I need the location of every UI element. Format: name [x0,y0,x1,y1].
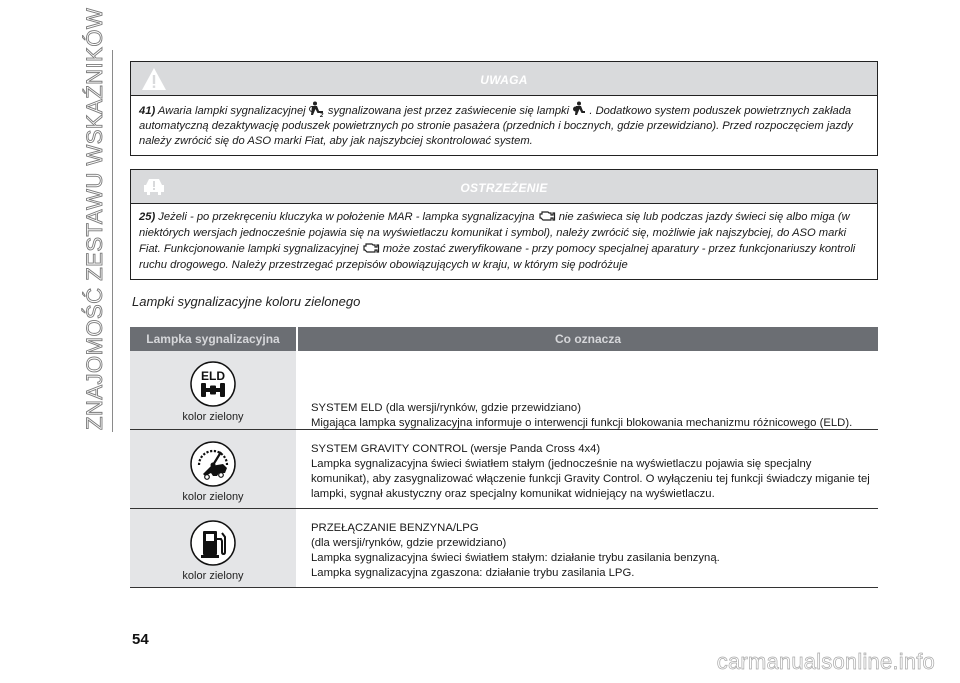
warning-box-text [131,204,877,279]
eld-icon-label: ELD [201,369,225,383]
meaning-line: Lampka sygnalizacyjna świeci światłem stałym: działanie trybu zasilania benzyną. [311,552,720,564]
airbag-icon [572,101,586,117]
indicator-cell [130,351,298,429]
meaning-cell [298,509,878,587]
indicator-color-label: kolor zielony [182,411,244,423]
meaning-cell [298,430,878,508]
airbag-warning-icon [309,101,325,117]
svg-text:2: 2 [319,113,324,117]
warning-box-uwaga [130,61,878,156]
engine-check-icon [538,209,556,223]
side-divider [112,50,113,432]
note-text: Jeżeli - po przekręceniu kluczyka w położenie MAR - lampka sygnalizacyjna [158,211,535,223]
table-header [130,327,878,351]
indicator-cell [130,509,298,587]
fuel-pump-icon [189,519,237,567]
meaning-line: (dla wersji/rynków, gdzie przewidziano) [311,537,507,549]
warning-box-header [131,170,877,204]
warning-box-title: OSTRZEŻENIE [460,181,548,195]
watermark: carmanualsonline.info [716,649,935,674]
note-text: Awaria lampki sygnalizacyjnej [157,105,306,117]
chapter-side-title: ZNAJOMOŚĆ ZESTAWU WSKAŹNIKÓW [82,7,107,430]
section-title: Lampki sygnalizacyjne koloru zielonego [132,294,361,309]
note-text: . Dodatkowo system poduszek powietrznych zakłada automatyczną dezaktywację poduszek powietrznych po stronie pasażera (przednich i bocznych, gdzie przewidziano). Przed rozpoczęciem jazdy należy zwrócić się do ASO marki Fiat, aby jak najszybciej skontrolować system. [139,105,853,147]
meaning-line: Lampka sygnalizacyjna świeci światłem stałym (jednocześnie na wyświetlaczu pojawia się specjalny komunikat), aby zasygnalizować włączenie funkcji Gravity Control. O wyłączeniu tej funkcji świadczy miganie tej lampki, sygnał akustyczny oraz specjalny komunikat widniejący na wyświetlaczu. [311,458,870,500]
indicator-color-label: kolor zielony [182,491,244,503]
note-number: 41) [139,105,156,117]
meaning-cell [298,351,878,429]
gravity-control-icon [189,440,237,488]
warning-box-title: UWAGA [480,73,528,87]
meaning-line: SYSTEM ELD (dla wersji/rynków, gdzie przewidziano) [311,402,581,414]
meaning-line: SYSTEM GRAVITY CONTROL (wersje Panda Cross 4x4) [311,443,601,455]
table-row [130,509,878,588]
meaning-line: PRZEŁĄCZANIE BENZYNA/LPG [311,522,479,534]
meaning-line: Lampka sygnalizacyjna zgaszona: działanie trybu zasilania LPG. [311,567,635,579]
indicator-color-label: kolor zielony [182,570,244,582]
page-number: 54 [132,631,149,648]
column-header-meaning: Co oznacza [554,332,621,346]
warning-box-ostrzezenie [130,169,878,280]
note-text: może zostać zweryfikowane - przy pomocy specjalnej aparatury - przez funkcjonariuszy kontroli ruchu drogowego. Należy przestrzegać przepisów obowiązujących w kraju, w którym się podróżuje [139,243,856,271]
warning-box-header [131,62,877,96]
table-row [130,351,878,430]
warning-box-text [131,96,877,155]
note-text: nie zaświeca się lub podczas jazdy świeci się albo miga (w niektórych wersjach jednocześnie pojawia się na wyświetlaczu komunikat i symbol), należy zwrócić się, możliwie jak najszybciej, do ASO marki Fiat. Funkcjonowanie lampki sygnalizacyjnej [139,211,850,255]
warning-lights-table [130,327,878,588]
engine-check-icon [362,241,380,255]
column-header-indicator: Lampka sygnalizacyjna [130,327,298,351]
note-number: 25) [139,211,156,223]
meaning-line: Migająca lampka sygnalizacyjna informuje o interwencji funkcji blokowania mechanizmu różnicowego (ELD). [311,417,853,429]
eld-icon [189,360,237,408]
indicator-cell [130,430,298,508]
table-row [130,430,878,509]
note-text: sygnalizowana jest przez zaświecenie się lampki [327,105,570,117]
